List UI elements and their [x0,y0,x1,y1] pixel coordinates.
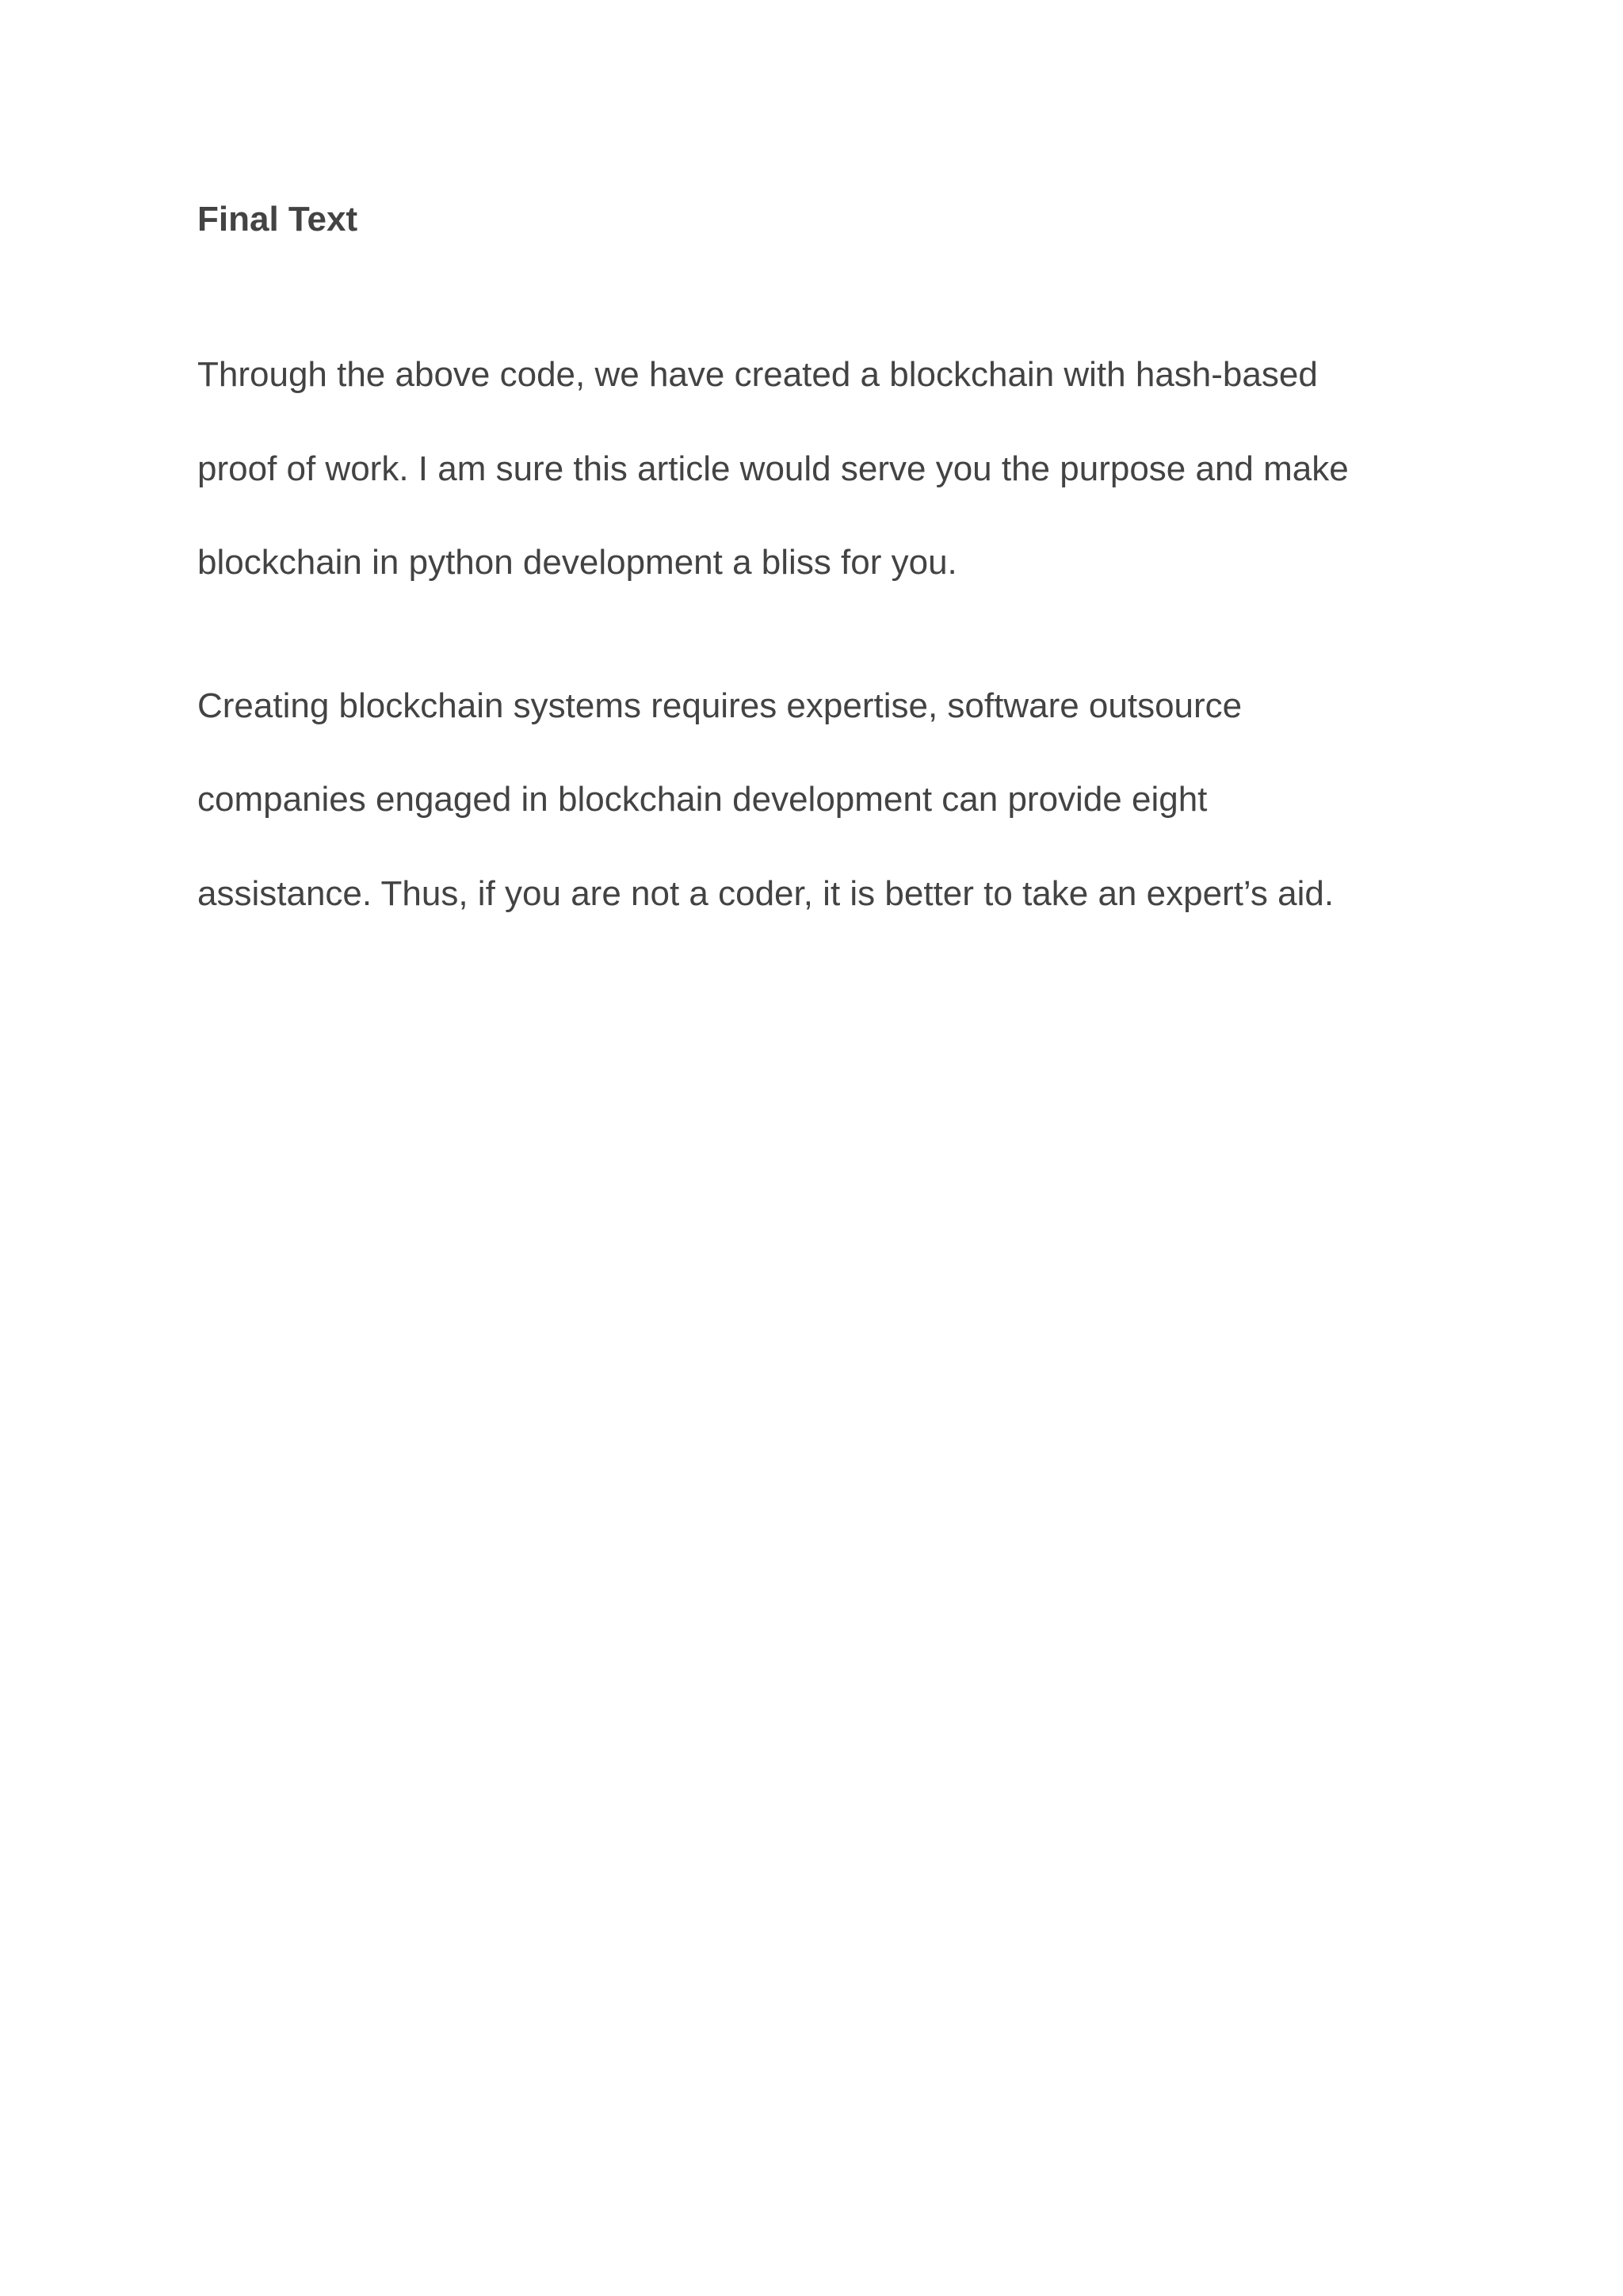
paragraph-line: Through the above code, we have created a blockchain with hash-based [197,355,1318,394]
paragraph-expertise [197,659,1434,942]
document-content [197,193,1434,941]
paragraph-line: Creating blockchain systems requires expertise, software outsource [197,686,1243,725]
paragraph-line: blockchain in python development a bliss for you. [197,543,957,582]
paragraph-line: proof of work. I am sure this article would serve you the purpose and make [197,449,1349,488]
paragraph-conclusion [197,328,1434,610]
section-heading: Final Text [197,200,358,239]
paragraph-line: assistance. Thus, if you are not a coder, it is better to take an expert’s aid. [197,873,1335,913]
paragraph-line: companies engaged in blockchain development can provide eight [197,780,1208,819]
